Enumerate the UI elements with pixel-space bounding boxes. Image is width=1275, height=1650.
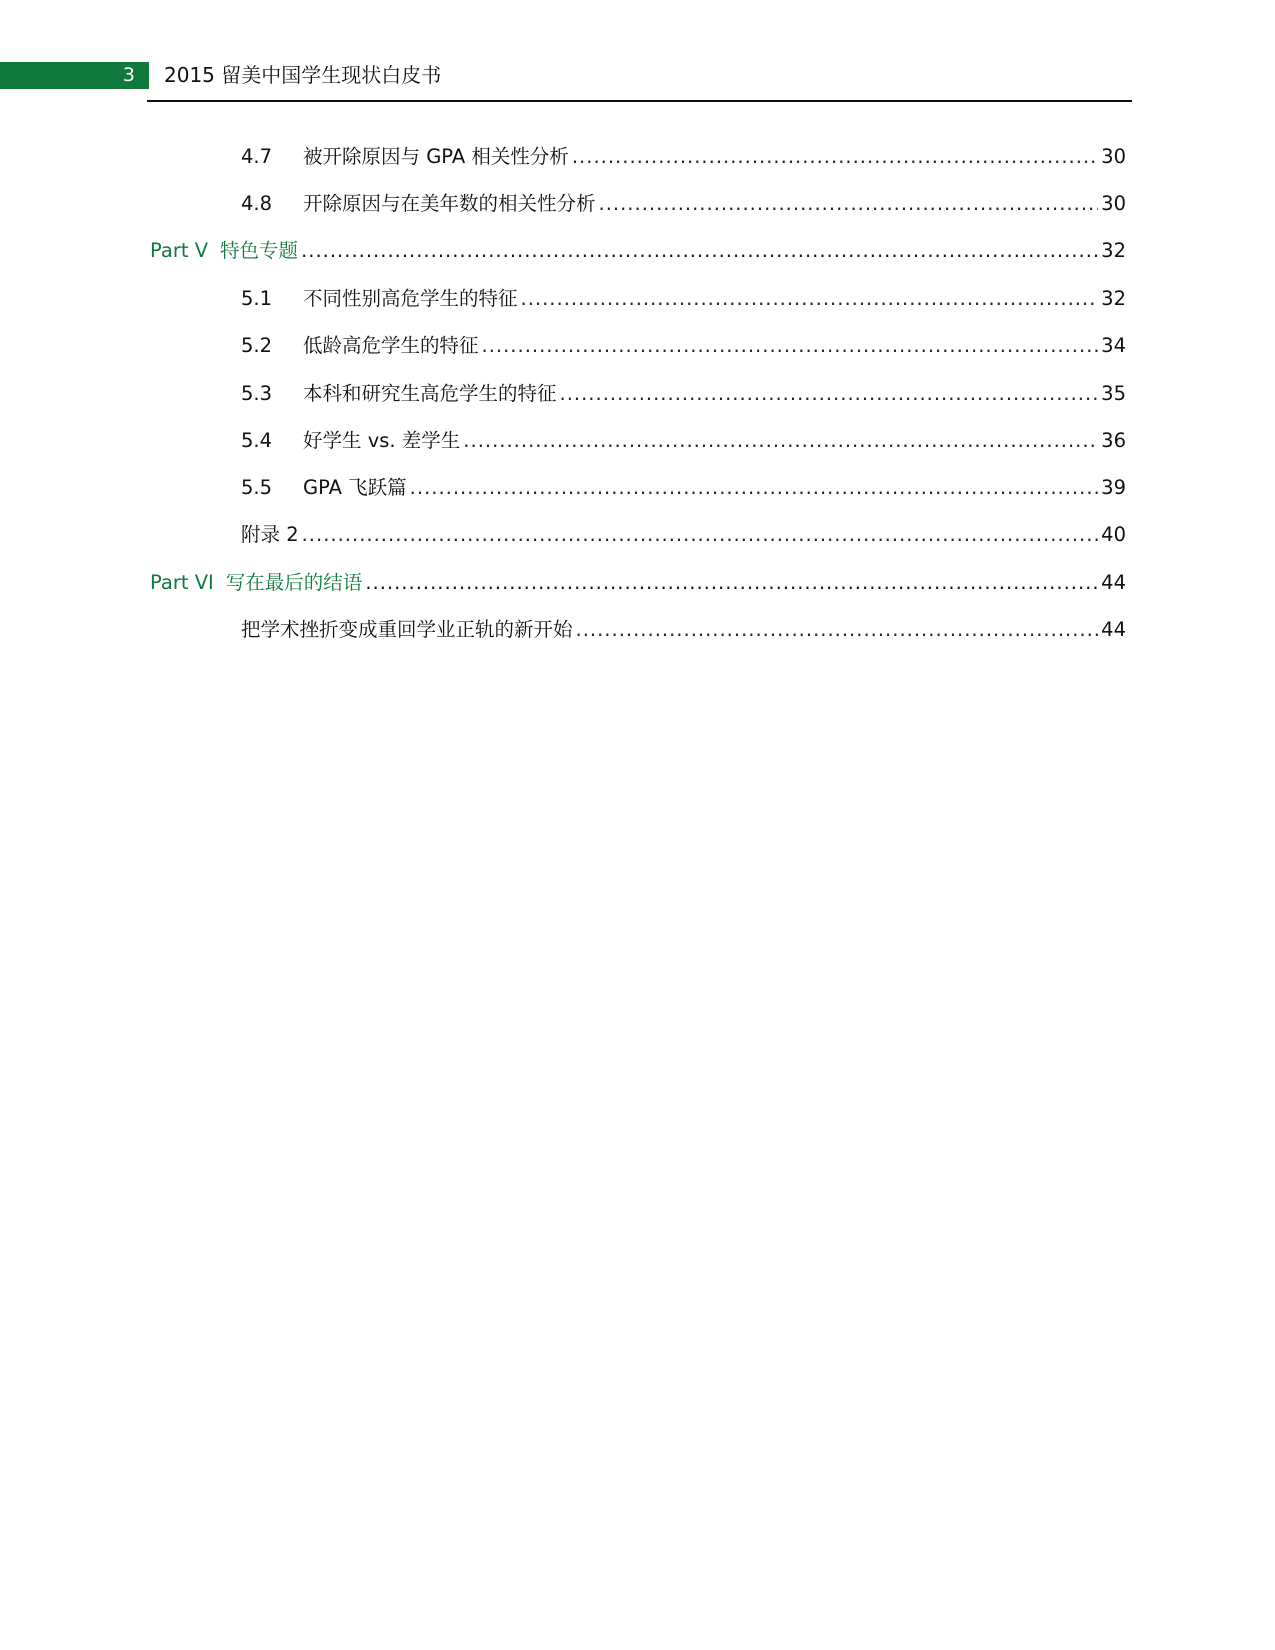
toc-entry-page: 30 [1101,192,1126,215]
toc-entry-title: 低龄高危学生的特征 [303,334,479,357]
toc-part-6[interactable] [150,569,1126,597]
dot-leader [365,569,1098,597]
toc-entry-5-3[interactable] [241,380,1126,408]
toc-entry-5-1[interactable] [241,285,1126,313]
toc-entry-4-8[interactable] [241,190,1126,218]
toc-entry-5-4[interactable] [241,427,1126,455]
toc-entry-title: 好学生 vs. 差学生 [303,429,461,452]
toc-part-title: 写在最后的结语 [225,571,363,594]
toc-entry-number: 4.7 [241,145,273,168]
toc-part-5[interactable] [150,237,1126,265]
toc-entry-number: 5.3 [241,382,273,405]
toc-entry-title: 把学术挫折变成重回学业正轨的新开始 [241,618,573,641]
dot-leader [410,474,1099,502]
dot-leader [521,285,1099,313]
toc-entry-closing[interactable] [241,616,1126,644]
toc-entry-title: 不同性别高危学生的特征 [303,287,518,310]
toc-part-label: Part VI [150,571,214,594]
toc-entry-title: GPA 飞跃篇 [303,476,407,499]
page-number: 3 [122,64,135,86]
toc-entry-page: 36 [1101,429,1126,452]
toc-entry-page: 34 [1101,334,1126,357]
dot-leader [302,521,1099,549]
dot-leader [576,616,1099,644]
document-title: 2015 留美中国学生现状白皮书 [164,63,442,87]
dot-leader [599,190,1099,218]
dot-leader [572,143,1098,171]
toc-entry-page: 30 [1101,145,1126,168]
toc-entry-5-5[interactable] [241,474,1126,502]
toc-entry-number: 4.8 [241,192,273,215]
dot-leader [463,427,1098,455]
toc-entry-title: 本科和研究生高危学生的特征 [303,382,557,405]
toc-entry-number: 5.4 [241,429,273,452]
dot-leader [560,380,1099,408]
toc-entry-title: 被开除原因与 GPA 相关性分析 [303,145,569,168]
toc-entry-number: 5.2 [241,334,273,357]
toc-entry-page: 39 [1101,476,1126,499]
toc-entry-page: 32 [1101,239,1126,262]
toc-entry-page: 40 [1101,523,1126,546]
toc-entry-number: 5.1 [241,287,273,310]
toc-entry-title: 附录 2 [241,523,299,546]
toc-entry-5-2[interactable] [241,332,1126,360]
toc-entry-page: 44 [1101,618,1126,641]
dot-leader [301,237,1098,265]
dot-leader [482,332,1099,360]
toc-entry-number: 5.5 [241,476,273,499]
toc-part-label: Part V [150,239,209,262]
toc-entry-page: 35 [1101,382,1126,405]
toc-entry-page: 44 [1101,571,1126,594]
toc-entry-page: 32 [1101,287,1126,310]
toc-entry-4-7[interactable] [241,143,1126,171]
toc-entry-appendix-2[interactable] [241,521,1126,549]
toc-part-title: 特色专题 [220,239,299,262]
toc-entry-title: 开除原因与在美年数的相关性分析 [303,192,596,215]
